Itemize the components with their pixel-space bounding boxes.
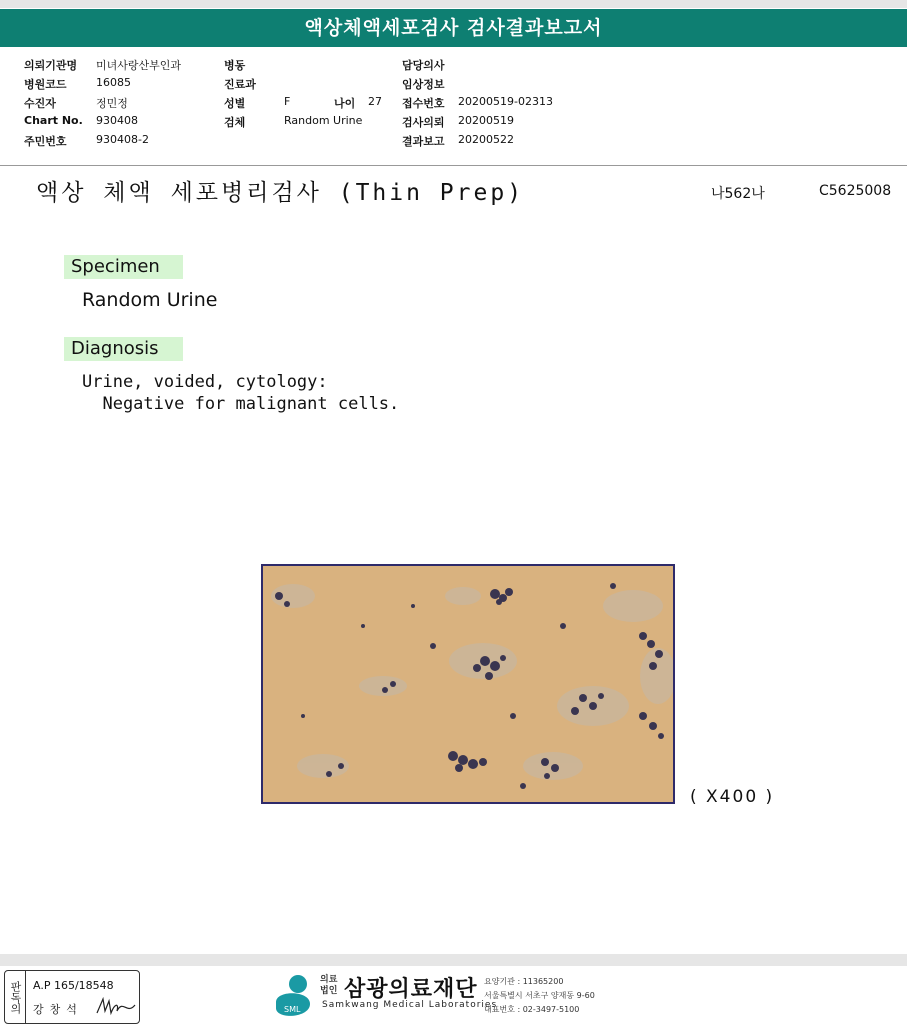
info-row: 주민번호 930408-2 (24, 133, 149, 148)
info-row: 병동 (224, 59, 246, 72)
slide-code: C5625008 (819, 183, 892, 199)
magnification-label: ( X400 ) (690, 787, 775, 807)
sml-logo-icon (270, 972, 314, 1022)
info-row: 접수번호 20200519-02313 (402, 95, 553, 110)
org-name-english: Samkwang Medical Laboratories (322, 1000, 498, 1010)
info-row: 성별 F 나이 27 (224, 95, 382, 114)
test-code: 나562나 (711, 186, 765, 202)
cell-clusters-graphic (263, 566, 673, 802)
diagnosis-line: Urine, voided, cytology: (82, 372, 328, 392)
info-row: 임상정보 (402, 78, 445, 91)
info-row: Chart No. 930408 (24, 114, 138, 127)
info-row: 병원코드 16085 (24, 76, 131, 91)
org-contact-info: 요양기관 : 11365200 서울특별시 서초구 양재동 9-60 대표번호 : 02-3497-5100 (484, 977, 595, 1014)
signature-icon (95, 995, 137, 1019)
info-row: 검체 Random Urine (224, 114, 363, 129)
info-row: 의뢰기관명 미녀사랑산부인과 (24, 59, 182, 72)
stamp-vertical-label: 판독의 (5, 971, 26, 1023)
svg-text:SML: SML (284, 1005, 301, 1014)
diagnosis-heading: Diagnosis (64, 337, 183, 361)
org-name: 삼광의료재단 (344, 977, 478, 1002)
info-row: 검사의뢰 20200519 (402, 114, 514, 129)
footer-divider (0, 954, 907, 966)
age-value: 27 (368, 95, 382, 108)
test-title: 액상 체액 세포병리검사 (Thin Prep) (36, 180, 525, 206)
stamp-ap-number: A.P 165/18548 (33, 979, 114, 992)
age-label: 나이 (334, 97, 356, 110)
info-row: 결과보고 20200522 (402, 133, 514, 148)
org-type-label: 의료 법인 (320, 975, 338, 996)
diagnosis-line: Negative for malignant cells. (82, 394, 400, 414)
section-divider (0, 165, 907, 166)
info-row: 담당의사 (402, 59, 445, 72)
patient-info-column-2 (224, 57, 382, 133)
report-title-bar: 액상체액세포검사 검사결과보고서 (0, 9, 907, 47)
info-row: 진료과 (224, 78, 256, 91)
microscopy-image (261, 564, 675, 804)
specimen-value: Random Urine (82, 289, 218, 311)
info-row: 수진자 정민정 (24, 97, 128, 110)
pathologist-name: 강창석 (33, 1003, 83, 1016)
pathologist-stamp (4, 970, 140, 1024)
patient-info-column-1 (24, 57, 181, 152)
top-divider (0, 0, 907, 8)
specimen-heading: Specimen (64, 255, 183, 279)
patient-info-column-3 (402, 57, 553, 152)
